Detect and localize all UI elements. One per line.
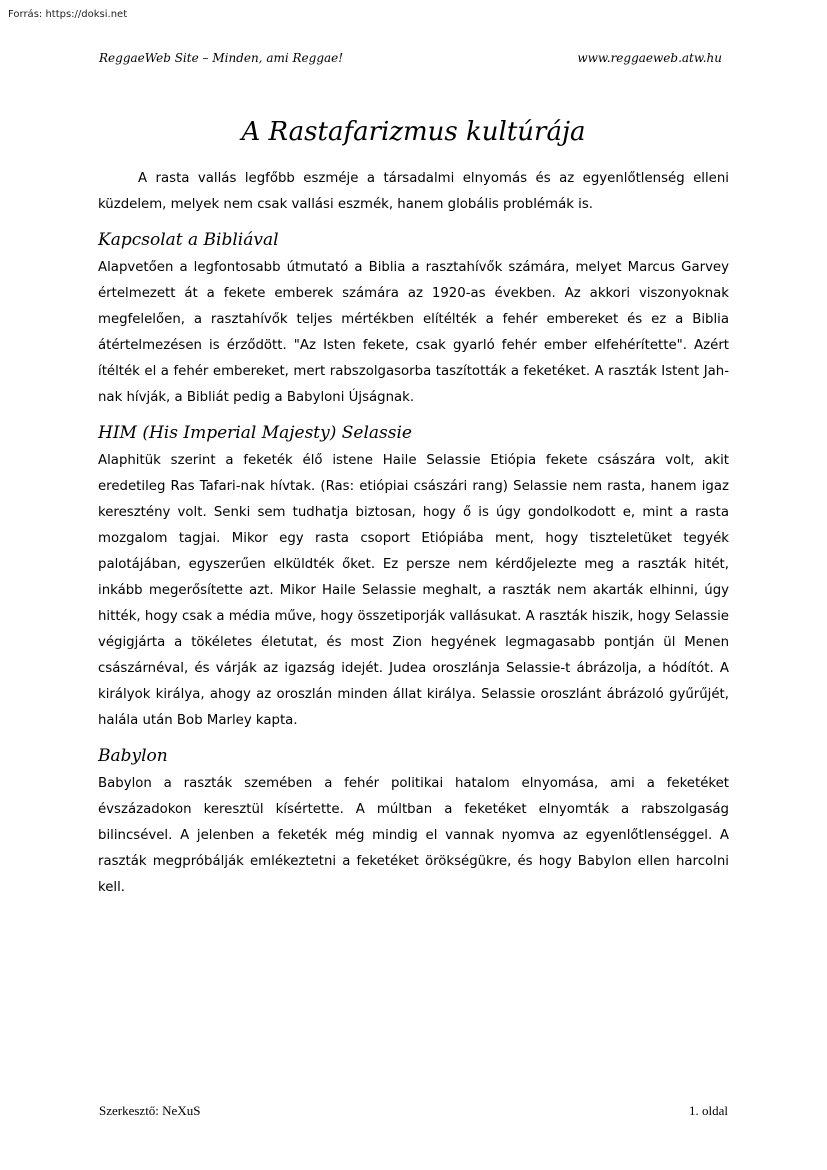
section-bible (98, 225, 729, 411)
page-title: A Rastafarizmus kultúrája (241, 117, 586, 147)
page-footer (99, 1103, 728, 1119)
page-number: 1. oldal (689, 1103, 728, 1118)
section-heading: Kapcsolat a Bibliával (98, 230, 279, 250)
article-body (98, 166, 729, 901)
section-paragraph: Alapvetően a legfontosabb útmutató a Biblia a rasztahívők számára, melyet Marcus Garvey értelmezett át a fekete emberek számára az 1920-as években. Az akkori viszonyoknak megfelelően, a rasztahívők teljes mértékben elítélték a fehér embereket és ez a Biblia átértelmezésen is érződött. "Az Isten fekete, csak gyarló fehér ember elfehérítette". Azért ítélték el a fehér embereket, mert rabszolgasorba taszították a feketéket. A raszták Istent Jah-nak hívják, a Bibliát pedig a Babyloni Újságnak. (98, 260, 729, 405)
source-note: Forrás: https://doksi.net (8, 9, 128, 20)
footer-editor: Szerkesztő: NeXuS (99, 1103, 201, 1118)
intro-paragraph: A rasta vallás legfőbb eszméje a társadalmi elnyomás és az egyenlőtlenség elleni küzdelem, melyek nem csak vallási eszmék, hanem globális problémák is. (98, 171, 729, 212)
section-selassie (98, 418, 729, 734)
section-paragraph: Alaphitük szerint a feketék élő istene Haile Selassie Etiópia fekete császára volt, akit eredetileg Ras Tafari-nak hívtak. (Ras: etiópiai császári rang) Selassie nem rasta, hanem igaz keresztény volt. Senki sem tudhatja biztosan, hogy ő is úgy gondolkodott e, mint a rasta mozgalom tagjai. Mikor egy rasta csoport Etiópiába ment, hogy tiszteletüket tegyék palotájában, egyszerűen elküldték őket. Ez persze nem kérdőjelezte meg a raszták hitét, inkább megerősítette azt. Mikor Haile Selassie meghalt, a raszták nem akarták elhinni, úgy hitték, hogy csak a média műve, hogy összetiporják vallásukat. A raszták hiszik, hogy Selassie végigjárta a tökéletes életutat, és most Zion hegyének legmagasabb pontján ül Menen császárnéval, és várják az igazság idejét. Judea oroszlánja Selassie-t ábrázolja, a hódítót. A királyok királya, ahogy az oroszlán minden állat királya. Selassie oroszlánt ábrázoló gyűrűjét, halála után Bob Marley kapta. (98, 453, 729, 728)
section-babylon (98, 741, 729, 901)
header-site-name: ReggaeWeb Site – Minden, ami Reggae! (99, 51, 344, 65)
section-paragraph: Babylon a raszták szemében a fehér politikai hatalom elnyomása, ami a feketéket évszázadokon keresztül kísértette. A múltban a feketéket elnyomták a rabszolgaság bilincsével. A jelenben a feketék még mindig el vannak nyomva az egyenlőtlenséggel. A raszták megpróbálják emlékeztetni a feketéket örökségükre, és hogy Babylon ellen harcolni kell. (98, 776, 729, 895)
header-url: www.reggaeweb.atw.hu (577, 51, 722, 65)
section-heading: HIM (His Imperial Majesty) Selassie (98, 423, 412, 443)
section-heading: Babylon (98, 746, 168, 766)
page-header (99, 50, 722, 66)
